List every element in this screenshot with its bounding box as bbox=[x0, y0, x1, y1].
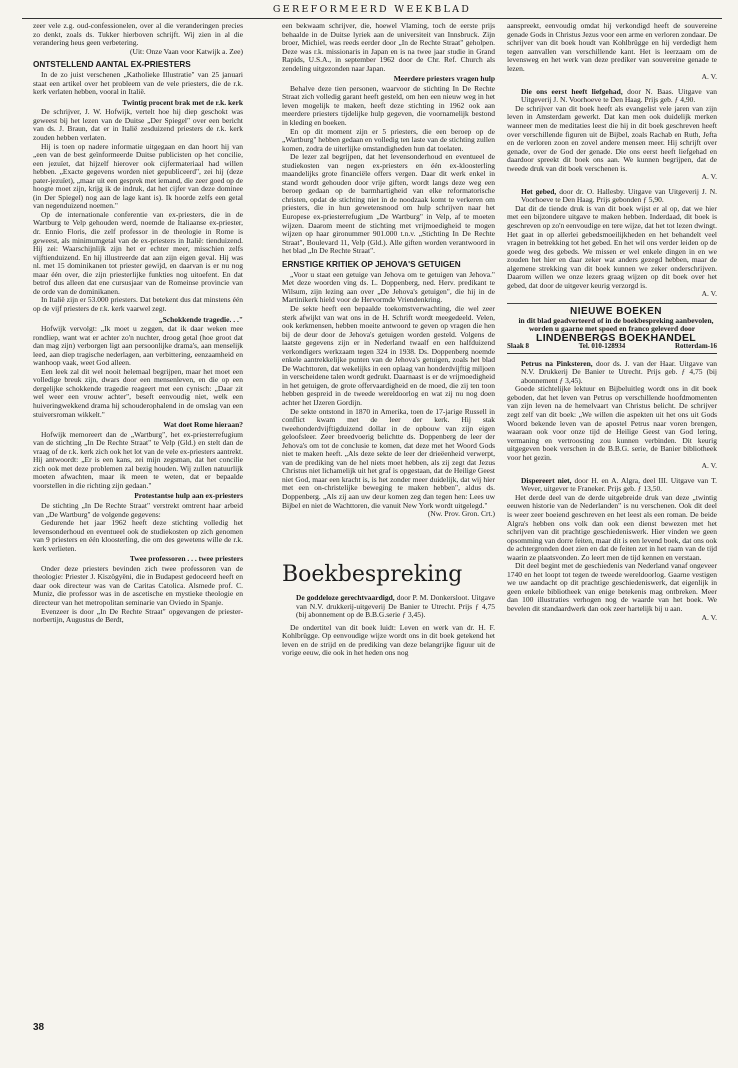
paragraph: een bekwaam schrijver, die, hoewel Vlaming, toch de eerste prijs behaalde in de Duitse lyriek aan de universiteit van Innsbruck. Zijn broer, Michiel, was reeds eerder door „In de Rechte Straat" geholpen. Deze was r.k. missionaris in Japan en is na twee jaar studie in Grand Rapids, U.S.A., in september 1962 door de Chr. Ref. Church als zendeling uitgezonden naar Japan. bbox=[282, 22, 495, 73]
column-3 bbox=[507, 22, 717, 1022]
page-header: GEREFORMEERD WEEKBLAD bbox=[22, 4, 722, 19]
article-heading-jehova: ERNSTIGE KRITIEK OP JEHOVA'S GETUIGEN bbox=[282, 259, 461, 269]
book-title: De goddeloze gerechtvaardigd, bbox=[296, 593, 395, 602]
book-title: Dispereert niet, bbox=[521, 475, 572, 485]
book-details: door H. en A. Algra, deel III. Uitgave van T. Wever, uitgever te Franeker. Prijs geb. ƒ 13,50. bbox=[521, 475, 717, 494]
article-heading-ex-priesters: ONTSTELLEND AANTAL EX-PRIESTERS bbox=[33, 60, 191, 70]
paragraph: „Voor u staat een getuige van Jehova om te getuigen van Jehova." Met deze woorden ving ds. L. Doppenberg, ned. Herv. predikant te Wilsum, zijn lezing aan over „De Jehova's getuigen", die hij in de Martinikerk hield voor de Hervormde Vriendenkring. bbox=[282, 269, 495, 305]
book-entry bbox=[507, 188, 717, 205]
advert-city: Rotterdam-16 bbox=[675, 342, 717, 351]
signature: A. V. bbox=[701, 612, 717, 622]
paragraph: Op de internationale conferentie van ex-priesters, die in de Wartburg te Velp gehouden werd, noemde de Italiaanse ex-priester, dr. Ennio Floris, die zelf professor in de theologie in Rome is geweest, als minimumgetal van de ex-priesters in Italië: tienduizend. Hij zei: Waarschijnlijk zijn het er echter meer, misschien zelfs vijftienduizend. En hij illustreerde dat aan zijn eigen geval. Hij was nl. met 15 dominikanen tot priester gewijd, en daarvan is er nu nog maar één over, die zijn priesterlijke funkties nog uitoefent. En dat betrof dus alleen dat ene cursusjaar van de Romeinse provincie van de orde van de dominikanen. bbox=[33, 209, 243, 296]
paragraph: Hofwijk vervolgt: „Ik moet u zeggen, dat ik daar weken mee rondliep, want wat er achter zo'n nuchter, droog getal (hoe groot dat dan mag zijn) verborgen ligt aan persoonlijke drama's, aan menselijk leed, aan diep tragische nederlagen, aan verbittering, eenzaamheid en wanhoop vaak, weet God alleen. bbox=[33, 324, 243, 368]
paragraph: De lezer zal begrijpen, dat het levensonderhoud en eventueel de studiekosten van negen ex-priesters en één ex-kloosterling maandelijks grote financiële offers vergen. Daar dit werk enkel in stand wordt gehouden door vrije giften, wordt langs deze weg een beroep gedaan op de barmhartigheid van elke reformatorische christen, opdat de stichting niet in de noodzaak komt te verkeren om priesters, die in hun gewetensnood om hulp schrijven naar het Europese ex-priesterrefugium „De Wartburg" in Velp, af te moeten wijzen. Daarom meent de stichting met vrijmoedigheid te mogen wijzen op haar gironummer 901.000 t.n.v. „Stichting In De Rechte Straat", Boulevard 11, Velp (Gld.). Alle giften worden verantwoord in het blad „In De Rechte Straat". bbox=[282, 152, 495, 256]
paragraph: Evenzeer is door „In De Rechte Straat" opgevangen de priester-norbertijn, Augustus de Berdt, bbox=[33, 606, 243, 625]
paragraph: De sekte heeft een bepaalde toekomstverwachting, die wel zeer sterk afwijkt van wat ons in de H. Schrift wordt meegedeeld. Velen, ook kerkmensen, hebben moeite antwoord te geven op vragen die hen bij de deur door de Jehova's getuigen worden gesteld. Volgens de laatste gegevens zijn er in Nederland twaalf en een halfduizend verkondigers werkzaam tegen 324 in 1938. Ds. Doppenberg noemde enkele aantrekkelijke punten van de Jehova's getuigen, zoals het blad De Wachttoren, dat wekelijks in een oplaag van honderdvijftig miljoen in verscheidene talen wordt gedrukt. Daarnaast is er de vrijmoedigheid in het getuigen, de grote offervaardigheid en de moed, die zij ten toon hebben gespreid in de tweede wereldoorlog en wat zij nu nog doen achter het IJzeren Gordijn. bbox=[282, 303, 495, 407]
book-entry bbox=[282, 594, 495, 620]
signature: A. V. bbox=[701, 172, 717, 182]
subheading: Wat doet Rome hieraan? bbox=[163, 420, 243, 430]
paragraph: De ondertitel van dit boek luidt: Leven en werk van dr. H. F. Kohlbrügge. Op eenvoudige wijze wordt ons in dit boek getekend het leven en de strijd en de prediking van deze belangrijke figuur uit de vorige eeuw, die ook in het heden ons nog bbox=[282, 622, 495, 658]
signature: A. V. bbox=[701, 461, 717, 471]
advert-street: Slaak 8 bbox=[507, 342, 529, 351]
paragraph: In Italië zijn er 53.000 priesters. Dat betekent dus dat minstens één op de vijf priesters de r.k. kerk vaarwel zegt. bbox=[33, 295, 243, 313]
column-2 bbox=[282, 22, 495, 550]
paragraph: En op dit moment zijn er 5 priesters, die een beroep op de „Wartburg" hebben gedaan en volledig ten laste van de stichting zullen komen, zodra de uiterlijke omstandigheden hun dat toelaten. bbox=[282, 126, 495, 153]
advert-shop-name: LINDENBERGS BOEKHANDEL bbox=[535, 331, 697, 344]
book-details: door ds. J. van der Haar. Uitgave van N.V. Drukkerij De Banier te Utrecht. Prijs geb. ƒ 4,75 (bij abonnement ƒ 3,45). bbox=[521, 358, 717, 385]
paragraph: Onder deze priesters bevinden zich twee professoren van de theologie: Priester J. Kiszögyëni, die in Budapest gedoceerd heeft en daar ook directeur was van de Caritas Catolica. Alsmede prof. C. Muniz, die professor was in de ascetische en mystieke theologie en directeur van het metropolitan seminarie van Oviedo in Spanje. bbox=[33, 563, 243, 607]
divider bbox=[507, 303, 717, 304]
subheading: Protestantse hulp aan ex-priesters bbox=[134, 491, 243, 501]
subheading: Twee professoren . . . twee priesters bbox=[129, 554, 243, 564]
book-title: Die ons eerst heeft liefgehad, bbox=[521, 86, 623, 96]
paragraph: De sekte ontstond in 1870 in Amerika, toen de 17-jarige Russell in conflict kwam met de leer der kerk. Hij stak tweehonderdvijftigduizend dollar in de opbouw van zijn eigen geloofsleer. Zeer breedvoerig belichtte ds. Doppenberg de leer der Jehova's om tot de conclusie te komen, dat deze met het Woord Gods niet te maken heeft. „Als deze sekte de leer der drieëenheid verwerpt, van de prediking van de hel niets moet hebben, als zij zegt dat Jezus Christus niet lichamelijk uit het graf is opgestaan, dat de Heilige Geest niet God, maar een kracht is, is het zonder meer duidelijk, dat wij hier met een on-christelijke beweging te maken hebben", aldus ds. Doppenberg. „Als zij aan uw deur komen zeg dan tegen hen: Lees uw Bijbel en niet de Wachttoren, die vanuit New York wordt uitgelegd." bbox=[282, 406, 495, 510]
subheading: Meerdere priesters vragen hulp bbox=[393, 74, 495, 84]
paragraph: Het derde deel van de derde uitgebreide druk van deze „twintig eeuwen historie van de Nederlanden" is nu verschenen. Ook dit deel is weer zeer boeiend geschreven en het leest als een roman. De beide Algra's hebben ons volk dan ook een dienst bewezen met het schrijven van dit prachtige geschiedeniswerk. Hier vinden we geen opsomming van dorre feiten, maar dit is een levend boek, dat ons ook de achtergronden doet zien en dat de feiten zet in het raam van de tijd waarin ze plaatsvonden. Zo leert men de tijd kennen en verstaan. bbox=[507, 492, 717, 562]
article-continuation: zeer vele z.g. oud-confessionelen, over al die veranderingen precies zo denkt, zoals ds. Tukker hierboven schrijft. Wij zien in al die verandering heus geen verbetering. bbox=[33, 22, 243, 48]
subheading: „Schokkende tragedie. . ." bbox=[158, 314, 243, 324]
page-number: 38 bbox=[33, 1022, 45, 1033]
paragraph: Dat dit de tiende druk is van dit boek wijst er al op, dat we hier met een bijzondere uitgave te maken hebben. Inderdaad, dit boek is geschreven op zo'n eenvoudige en tere wijze, dat het tot lezen dwingt. Het gaat in op allerlei gebedsmoeilijkheden en het behandelt veel vragen in betrekking tot het gebed. En het wil ons verder leiden op de goede weg des gebeds. We missen er wel enkele dingen in en we zouden het hier en daar zeker wat anders gezegd hebben, maar de algemene strekking van dit boek kunnen we zeker onderschrijven. Daarom willen we onze lezers graag wijzen op dit boek over het gebed, dat door de uitgever keurig verzorgd is. bbox=[507, 203, 717, 290]
signature: A. V. bbox=[701, 289, 717, 299]
subheading: Twintig procent brak met de r.k. kerk bbox=[122, 97, 243, 107]
source-note: (Nw. Prov. Gron. Crt.) bbox=[427, 509, 495, 519]
book-entry bbox=[507, 88, 717, 105]
paragraph: De schrijver, J. W. Hofwijk, vertelt hoe hij diep geschokt was geweest bij het lezen van de Duitse „Der Spiegel" over een bericht van ds. J. Braun, dat er in Italië zesduizend priesters de r.k. kerk zouden hebben verlaten. bbox=[33, 107, 243, 143]
nieuwe-boeken-heading: NIEUWE BOEKEN bbox=[569, 305, 663, 317]
paragraph: Een leek zal dit wel nooit helemaal begrijpen, maar het moet een volledige breuk zijn, dwars door een mensenleven, en die op een dergelijke schokkende tragedie reageert met een cynisch: „Daar zit wel weer een vrouw achter", beseft eenvoudig niet, welk een huiveringwekkend drama hij schouderophalend in de omslag van een stuiversroman wikkelt." bbox=[33, 366, 243, 419]
paragraph: Behalve deze tien personen, waarvoor de stichting In De Rechte Straat zich volledig garant heeft gesteld, om hen een nieuw weg in het leven mogelijk te maken, heeft deze stichting in 1962 ook aan meerdere priesters tijdelijke hulp gegeven, die voornamelijk bestond in kleding en boeken. bbox=[282, 83, 495, 128]
paragraph: De stichting „In De Rechte Straat" verstrekt omtrent haar arbeid van „De Wartburg" de volgende gegevens: bbox=[33, 500, 243, 519]
book-title: Petrus na Pinksteren, bbox=[521, 358, 593, 368]
book-details: door dr. O. Hallesby. Uitgave van Uitgeverij J. N. Voorhoeve te Den Haag. Prijs gebonden ƒ 5,90. bbox=[521, 186, 717, 205]
book-entry bbox=[507, 360, 717, 386]
paragraph: Dit deel begint met de geschiedenis van Nederland vanaf ongeveer 1740 en het loopt tot tegen de tweede wereldoorlog. Gaarne vestigen we uw aandacht op dit prachtige geschiedeniswerk, dat eigenlijk in geen enkele bibliotheek van enige betekenis mag ontbreken. Meer dan 100 illustraties verhogen nog de waarde van het boek. We bevelen dit standaardwerk dan ook zeer hartelijk bij u aan. bbox=[507, 561, 717, 613]
book-details: door P. M. Donkersloot. Uitgave van N.V. drukkerij-uitgeverij De Banier te Utrecht. Prijs ƒ 4,75 (bij abonnement op de B.B.G.serie ƒ 3,45). bbox=[296, 593, 495, 620]
book-review-section bbox=[282, 562, 495, 1018]
paragraph: Gedurende het jaar 1962 heeft deze stichting volledig het levensonderhoud en eventueel ook de studiekosten op zich genomen van 9 priesters en één kloosterling, die om des gewetens wille de r.k. kerk verlieten. bbox=[33, 518, 243, 553]
paragraph: De schrijver van dit boek heeft als evangelist vele jaren van zijn leven in Amsterdam gewerkt. Dat kan men ook duidelijk merken wanneer men de meditaties leest die hij in dit boek geschreven heeft over verschillende figuren uit de Bijbel, zoals Rachab en Ruth, Jefta en de verloren zoon en zovel andere mensen meer. Hij schrijft over genade, over de God der genade. Die ons eerst heeft liefgehad en daardoor spreekt dit boek ons aan. We kunnen begrijpen, dat de tweede druk van dit boek verschenen is. bbox=[507, 103, 717, 173]
paragraph: Goede stichtelijke lektuur en Bijbeluitleg wordt ons in dit boek geboden, dat het leven van Petrus op verschillende hoofdmomenten van zijn leven na de hemelvaart van Christus belicht. De schrijver zegt zelf van dit boek: „We willen die aspekten uit het ons uit Gods Woord bekende leven van de apostel Petrus naar voren brengen, waaraan ook voor onze tijd de Heilige Geest van God lering, vermaning en vertroosting zou kunnen verbinden. Dit keurig uitgegeven boek verschen in de B.B.G. serie, de Banier bibliotheek voor het gezin. bbox=[507, 384, 717, 462]
advert-text: in dit blad geadverteerd of in de boekbespreking aanbevolen, worden u gaarne met spoed en franco geleverd door bbox=[518, 315, 714, 334]
section-title: Boekbespreking bbox=[282, 562, 463, 587]
signature: A. V. bbox=[701, 72, 717, 82]
column-1 bbox=[33, 22, 243, 1020]
book-details: door N. Baas. Uitgave van Uitgeverij J. N. Voorhoeve te Den Haag. Prijs geb. ƒ 4,90. bbox=[521, 86, 717, 105]
book-entry bbox=[507, 477, 717, 494]
paragraph: Hij is toen op nadere informatie uitgegaan en dan hoort hij van „een van de best geïnformeerde Duitse publicisten op het concilie, een jezuïet, dat hijzelf hierover ook cijfermateriaal had willen hebben. „Exacte gegevens worden niet gepubliceerd", zei hij (deze pater-jezuïet), „maar uit een gesprek met iemand, die zeer goed op de hoogte moet zijn, krijg ik de indruk, dat het cijfer van deze dominee (in Der Spiegel) nog aan de lage kant is). Ik hoorde zelfs een getal van negenduizend noemen." bbox=[33, 141, 243, 211]
advert-phone: Tel. 010-128934 bbox=[578, 342, 626, 351]
advert-address bbox=[507, 342, 717, 354]
paragraph: aanspreekt, eenvoudig omdat hij verkondigd heeft de souvereine genade Gods in Christus Jezus voor een arme en verloren zondaar. De schrijver van dit boek houdt van Kohlbrügge en hij verdedigt hem tegen aanvallen van verschillende kant. Het is leerzaam om de levensweg en het werk van deze prediker van souvereine genade te lezen. bbox=[507, 22, 717, 73]
paragraph: Hofwijk memoreert dan de „Wartburg", het ex-priesterrefugium van de stichting „In De Rechte Straat" te Velp (Gld.) en stelt dan de vraag of de r.k. kerk zich ook het lot van de vele ex-priesters aantrekt. Hij antwoordt: „Er is een kans, zei mijn zegsman, dat het concilie zich ook met deze problemen zal bezig houden. Wij zullen natuurlijk moeten afwachten, maar ik meen te weten, dat er bepaalde voorstellen in die richting zijn gedaan." bbox=[33, 429, 243, 490]
book-title: Het gebed, bbox=[521, 186, 557, 196]
paragraph: In de zo juist verschenen „Katholieke Illustratie" van 25 januari staat een artikel over het probleem van de vele priesters, die de r.k. kerk verlaten hebben, vooral in Italië. bbox=[33, 70, 243, 97]
source-note: (Uit: Onze Vaan voor Katwijk a. Zee) bbox=[130, 46, 243, 56]
